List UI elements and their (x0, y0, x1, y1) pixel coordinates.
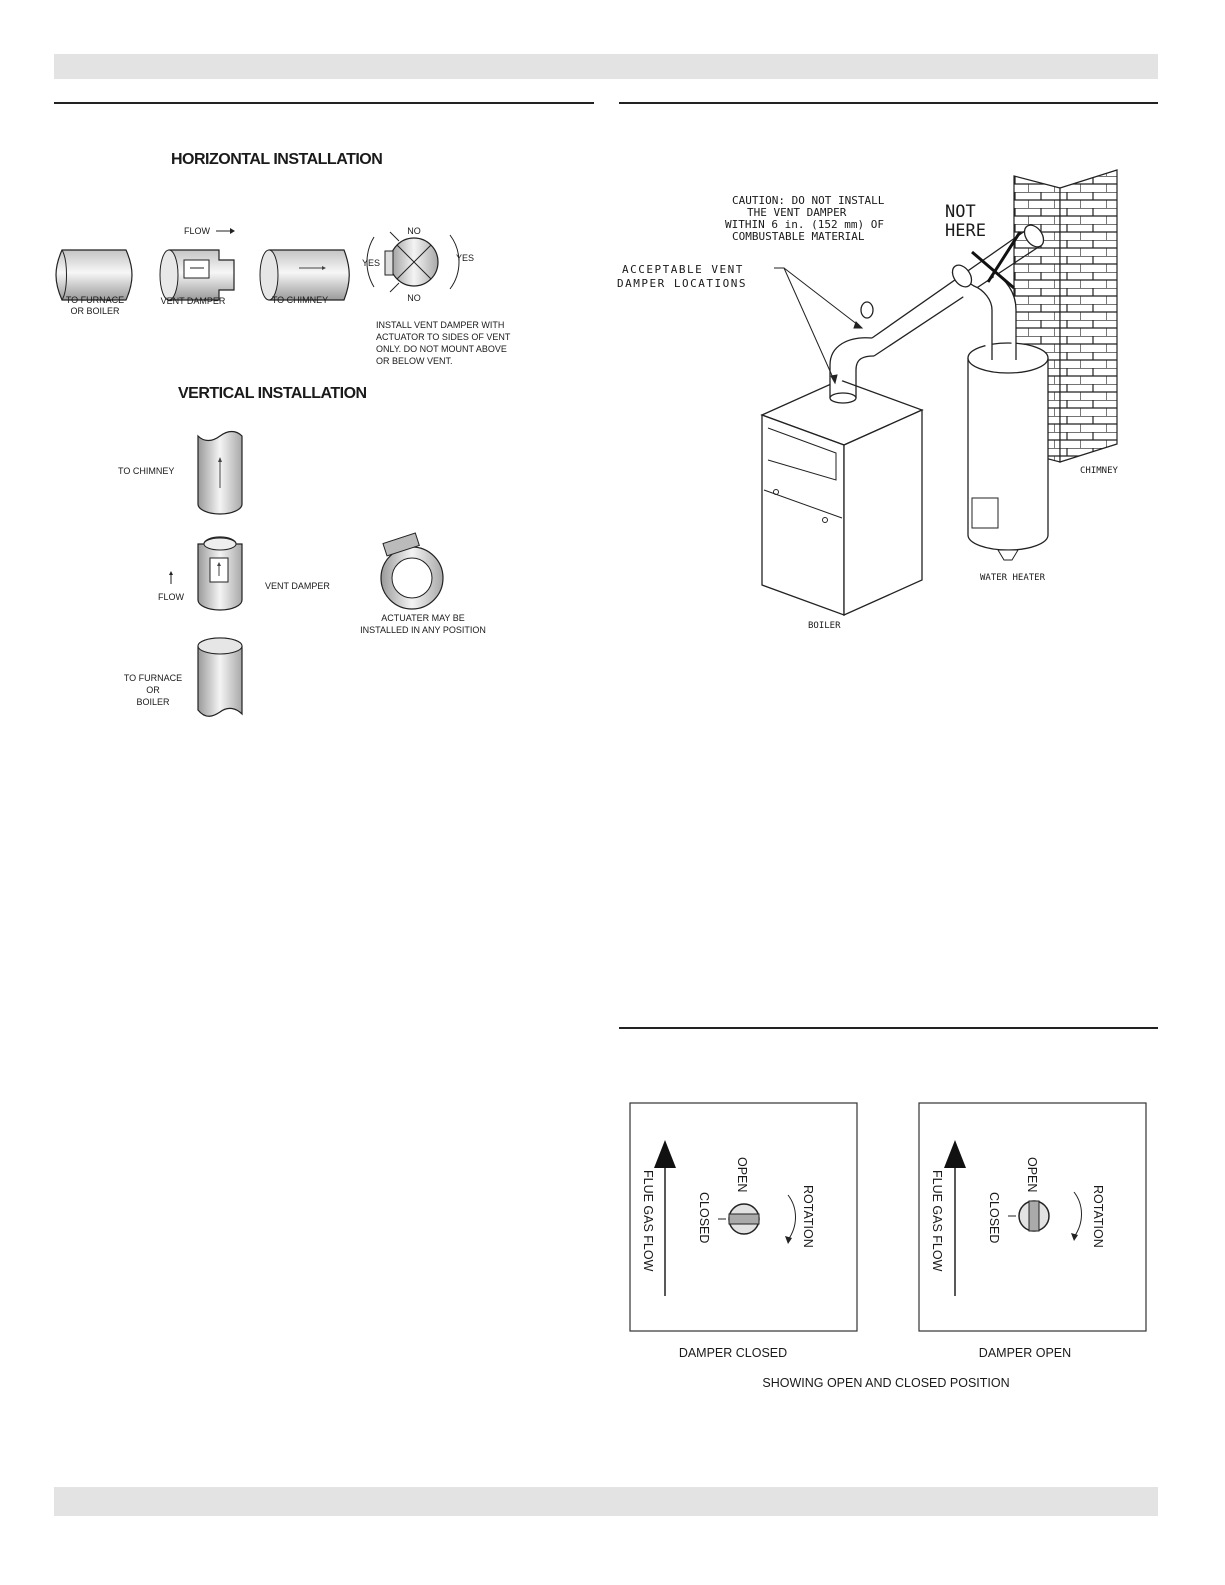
chimney-label: CHIMNEY (1080, 466, 1118, 476)
header-bar (54, 54, 1158, 79)
to-furnace-vertical-3: BOILER (136, 697, 170, 707)
acceptable-line-2: DAMPER LOCATIONS (617, 277, 747, 290)
caution-line-2: THE VENT DAMPER (747, 206, 847, 219)
install-note-1: INSTALL VENT DAMPER WITH (376, 320, 505, 330)
actuator-label-1: ACTUATER MAY BE (381, 613, 465, 623)
orientation-dial (367, 232, 459, 292)
closed-label-closed: CLOSED (697, 1192, 711, 1244)
positions-caption: SHOWING OPEN AND CLOSED POSITION (762, 1376, 1010, 1390)
furnace-pipe-vertical (198, 638, 242, 716)
furnace-pipe (56, 250, 132, 300)
open-label-open: OPEN (1025, 1157, 1039, 1193)
to-furnace-vertical-1: TO FURNACE (123, 673, 183, 683)
damper-open-panel (919, 1103, 1146, 1331)
flue-gas-label-closed: FLUE GAS FLOW (641, 1170, 655, 1272)
closed-label-open: CLOSED (987, 1192, 1001, 1244)
caution-line-1: CAUTION: DO NOT INSTALL (732, 194, 885, 207)
yes-right-label: YES (456, 253, 475, 263)
footer-bar (54, 1487, 1158, 1516)
flue-gas-label-open: FLUE GAS FLOW (930, 1170, 944, 1272)
flow-label-horizontal: FLOW (184, 226, 210, 236)
install-note-2: ACTUATOR TO SIDES OF VENT (376, 332, 511, 342)
acceptable-line-1: ACCEPTABLE VENT (622, 263, 744, 276)
chimney-pipe-horizontal (260, 250, 349, 300)
right-section-rule (619, 102, 1158, 104)
horizontal-heading: HORIZONTAL INSTALLATION (171, 151, 383, 168)
left-section-rule (54, 102, 594, 104)
boiler-cabinet (762, 380, 922, 615)
vent-damper-label-horizontal: VENT DAMPER (160, 296, 226, 306)
vertical-heading: VERTICAL INSTALLATION (178, 385, 367, 402)
damper-installation-figure (54, 110, 594, 750)
to-chimney-label-horizontal: TO CHIMNEY (271, 295, 329, 305)
install-note-4: OR BELOW VENT. (376, 356, 453, 366)
vent-damper-vertical (198, 537, 242, 610)
install-note-3: ONLY. DO NOT MOUNT ABOVE (376, 344, 507, 354)
boiler-label: BOILER (808, 621, 841, 631)
to-furnace-label-2: OR BOILER (70, 306, 120, 316)
water-heater (968, 343, 1048, 560)
rotation-label-closed: ROTATION (801, 1185, 815, 1248)
right-bottom-section-rule (619, 1027, 1158, 1029)
no-top-label: NO (407, 226, 421, 236)
actuator-label-2: INSTALLED IN ANY POSITION (360, 625, 486, 635)
vent-damper-label-vertical: VENT DAMPER (265, 581, 330, 591)
damper-closed-panel (630, 1103, 857, 1331)
damper-position-figure (622, 1100, 1152, 1400)
caution-line-4: COMBUSTABLE MATERIAL (732, 230, 865, 243)
to-furnace-vertical-2: OR (146, 685, 160, 695)
water-heater-label: WATER HEATER (980, 573, 1046, 583)
to-chimney-label-vertical: TO CHIMNEY (118, 466, 175, 476)
vent-location-figure (612, 160, 1152, 690)
flow-label-vertical: FLOW (158, 592, 184, 602)
damper-open-caption: DAMPER OPEN (978, 1346, 1072, 1360)
yes-left-label: YES (362, 258, 381, 268)
rotation-label-open: ROTATION (1091, 1185, 1105, 1248)
caution-line-3: WITHIN 6 in. (152 mm) OF (725, 218, 884, 231)
open-label-closed: OPEN (735, 1157, 749, 1193)
to-furnace-label-1: TO FURNACE (65, 295, 125, 305)
vent-damper-horizontal (160, 250, 234, 300)
damper-closed-caption: DAMPER CLOSED (678, 1346, 788, 1360)
chimney-pipe-vertical (198, 432, 242, 515)
no-bottom-label: NO (407, 293, 421, 303)
actuator-ring (381, 533, 443, 609)
not-here-line-1: NOT (945, 202, 976, 222)
not-here-line-2: HERE (945, 221, 986, 241)
